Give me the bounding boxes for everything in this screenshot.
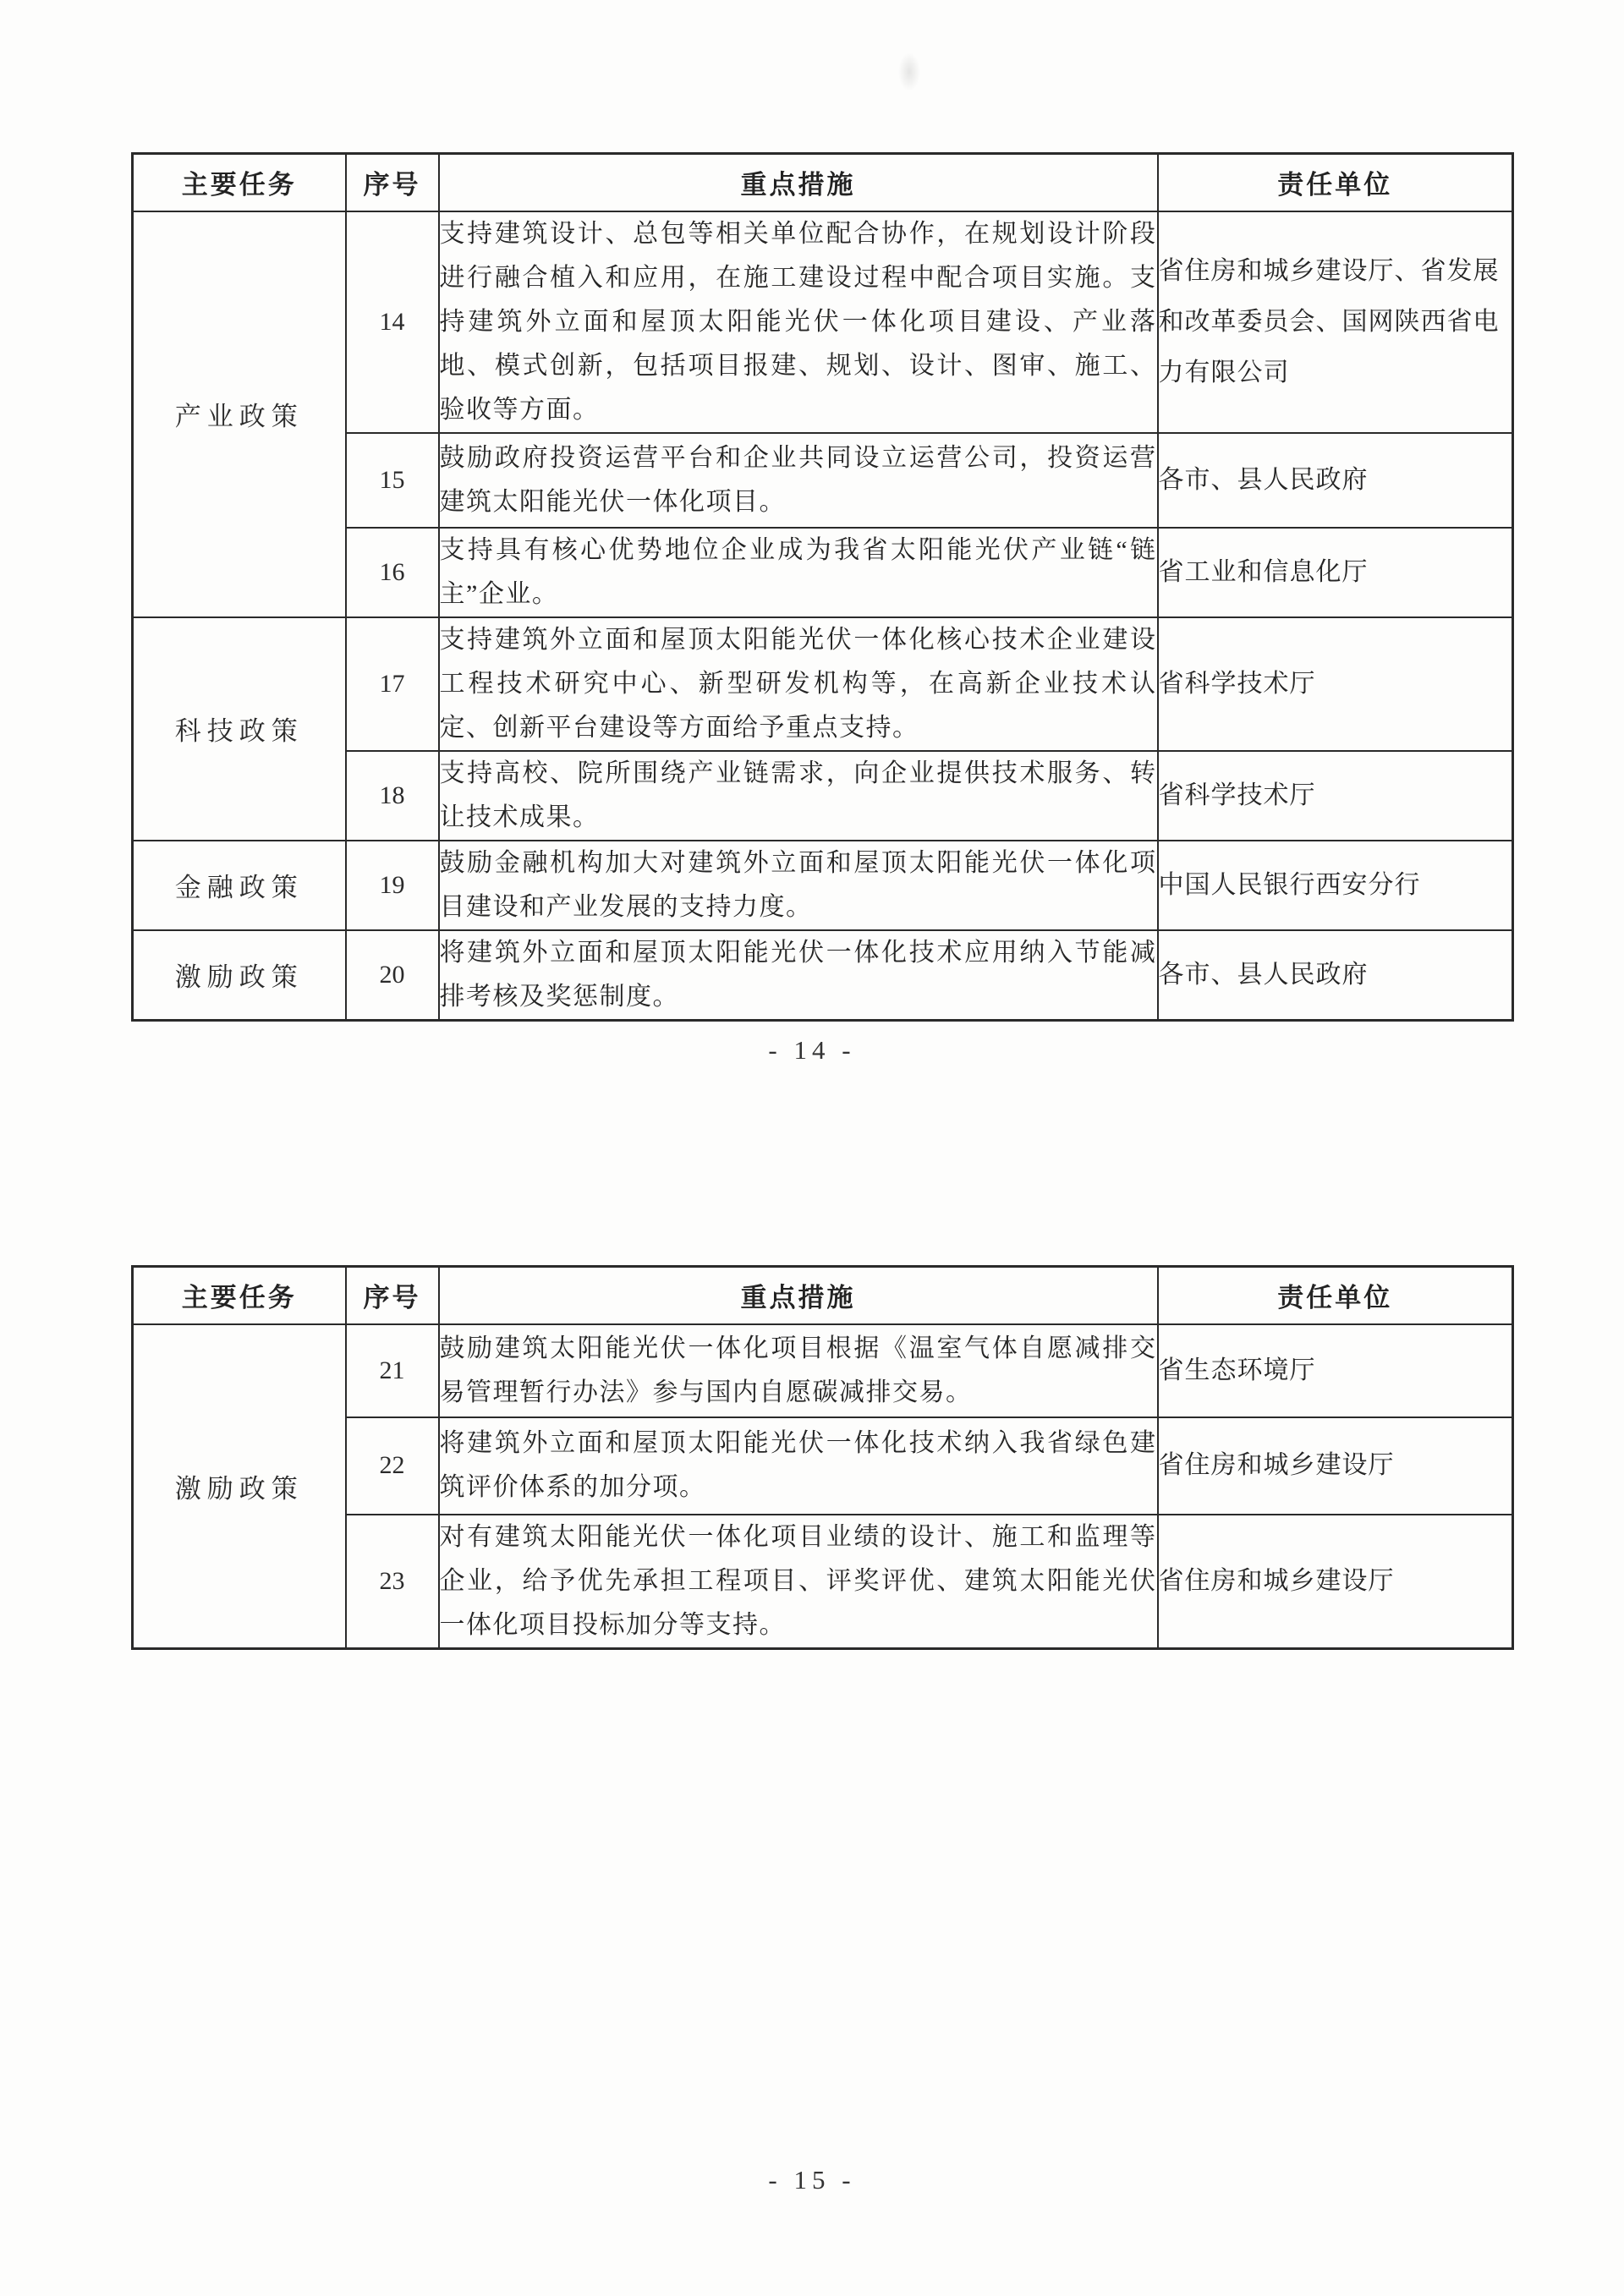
header-key-measure: 重点措施 xyxy=(439,154,1158,211)
page-number-14: - 14 - xyxy=(768,1035,856,1065)
unit-cell: 各市、县人民政府 xyxy=(1158,433,1513,528)
header-main-task: 主要任务 xyxy=(133,154,346,211)
unit-cell: 省科学技术厅 xyxy=(1158,617,1513,751)
task-cell-finance-policy: 金融政策 xyxy=(133,841,346,930)
header-serial-no: 序号 xyxy=(346,154,439,211)
task-cell-incentive-policy: 激励政策 xyxy=(133,1324,346,1649)
table-row xyxy=(133,1324,1513,1417)
page-number-15: - 15 - xyxy=(768,2165,856,2195)
unit-cell: 省住房和城乡建设厅 xyxy=(1158,1515,1513,1649)
serial-cell: 22 xyxy=(346,1417,439,1515)
measure-cell: 鼓励建筑太阳能光伏一体化项目根据《温室气体自愿减排交易管理暂行办法》参与国内自愿碳减排交易。 xyxy=(439,1324,1158,1417)
measure-cell: 对有建筑太阳能光伏一体化项目业绩的设计、施工和监理等企业，给予优先承担工程项目、评奖评优、建筑太阳能光伏一体化项目投标加分等支持。 xyxy=(439,1515,1158,1649)
serial-cell: 21 xyxy=(346,1324,439,1417)
serial-cell: 17 xyxy=(346,617,439,751)
measure-cell: 鼓励金融机构加大对建筑外立面和屋顶太阳能光伏一体化项目建设和产业发展的支持力度。 xyxy=(439,841,1158,930)
serial-cell: 15 xyxy=(346,433,439,528)
table-header-row xyxy=(133,1267,1513,1324)
measure-cell: 将建筑外立面和屋顶太阳能光伏一体化技术纳入我省绿色建筑评价体系的加分项。 xyxy=(439,1417,1158,1515)
serial-cell: 18 xyxy=(346,751,439,841)
table-row xyxy=(133,841,1513,930)
unit-cell: 省生态环境厅 xyxy=(1158,1324,1513,1417)
task-cell-incentive-policy: 激励政策 xyxy=(133,930,346,1021)
measure-cell: 支持高校、院所围绕产业链需求，向企业提供技术服务、转让技术成果。 xyxy=(439,751,1158,841)
header-serial-no: 序号 xyxy=(346,1267,439,1324)
unit-cell: 省住房和城乡建设厅 xyxy=(1158,1417,1513,1515)
serial-cell: 23 xyxy=(346,1515,439,1649)
header-responsible-unit: 责任单位 xyxy=(1158,1267,1513,1324)
table-header-row xyxy=(133,154,1513,211)
unit-cell: 省科学技术厅 xyxy=(1158,751,1513,841)
measure-cell: 支持建筑设计、总包等相关单位配合协作，在规划设计阶段进行融合植入和应用，在施工建设过程中配合项目实施。支持建筑外立面和屋顶太阳能光伏一体化项目建设、产业落地、模式创新，包括项目报建、规划、设计、图审、施工、验收等方面。 xyxy=(439,211,1158,433)
table-row xyxy=(133,211,1513,433)
serial-cell: 16 xyxy=(346,528,439,617)
measure-cell: 将建筑外立面和屋顶太阳能光伏一体化技术应用纳入节能减排考核及奖惩制度。 xyxy=(439,930,1158,1021)
policy-table-page15 xyxy=(131,1265,1514,1650)
scan-artifact xyxy=(898,52,920,91)
table-row xyxy=(133,930,1513,1021)
header-key-measure: 重点措施 xyxy=(439,1267,1158,1324)
measure-cell: 支持建筑外立面和屋顶太阳能光伏一体化核心技术企业建设工程技术研究中心、新型研发机构等，在高新企业技术认定、创新平台建设等方面给予重点支持。 xyxy=(439,617,1158,751)
measure-cell: 鼓励政府投资运营平台和企业共同设立运营公司，投资运营建筑太阳能光伏一体化项目。 xyxy=(439,433,1158,528)
policy-table-page14 xyxy=(131,152,1514,1022)
unit-cell: 中国人民银行西安分行 xyxy=(1158,841,1513,930)
serial-cell: 14 xyxy=(346,211,439,433)
header-responsible-unit: 责任单位 xyxy=(1158,154,1513,211)
measure-cell: 支持具有核心优势地位企业成为我省太阳能光伏产业链“链主”企业。 xyxy=(439,528,1158,617)
task-cell-industry-policy: 产业政策 xyxy=(133,211,346,617)
unit-cell: 省工业和信息化厅 xyxy=(1158,528,1513,617)
unit-cell: 省住房和城乡建设厅、省发展和改革委员会、国网陕西省电力有限公司 xyxy=(1158,211,1513,433)
table-row xyxy=(133,617,1513,751)
serial-cell: 20 xyxy=(346,930,439,1021)
header-main-task: 主要任务 xyxy=(133,1267,346,1324)
task-cell-tech-policy: 科技政策 xyxy=(133,617,346,841)
serial-cell: 19 xyxy=(346,841,439,930)
unit-cell: 各市、县人民政府 xyxy=(1158,930,1513,1021)
